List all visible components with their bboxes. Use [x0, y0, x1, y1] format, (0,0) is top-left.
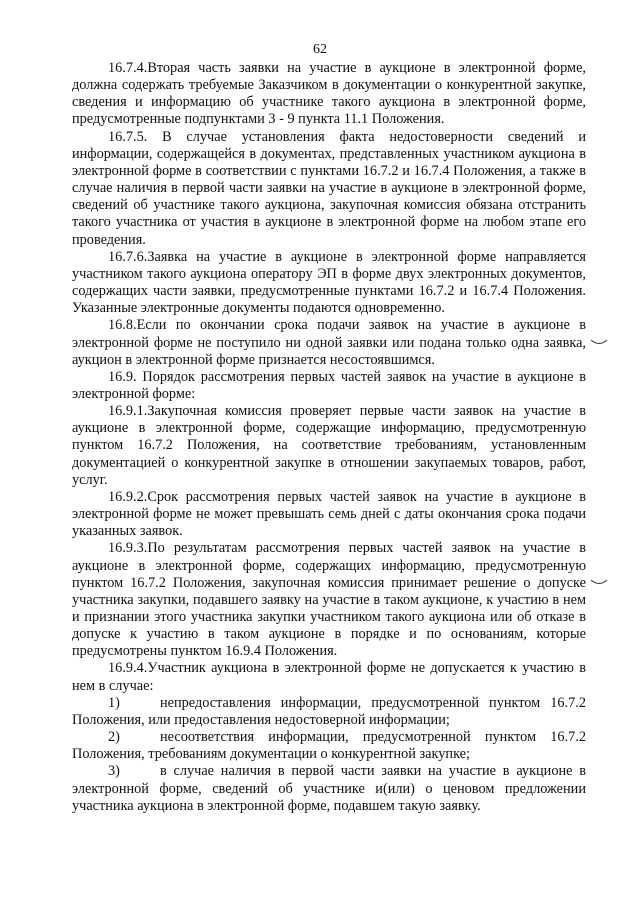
- paragraph-16-8: 16.8.Если по окончании срока подачи заявок на участие в аукционе в электронной форме не поступило ни одной заявки или подана только одна заявка, аукцион в электронной форме признается несостоявшимся.: [72, 317, 586, 368]
- paragraph-16-9-3: 16.9.3.По результатам рассмотрения первых частей заявок на участие в аукционе в электронной форме, содержащих информацию, предусмотренную пунктом 16.7.2 Положения, закупочная комиссия принимает решение о допуске участника закупки, подавшего заявку на участие в таком аукционе, к участию в нем и признании этого участника закупки участником такого аукциона или об отказе в допуске к участию в таком аукционе в порядке и по основаниям, которые предусмотрены пунктом 16.9.4 Положения.: [72, 540, 586, 660]
- margin-scan-mark: [590, 338, 608, 346]
- list-item-text: несоответствия информации, предусмотренной пунктом 16.7.2 Положения, требованиям документации о конкурентной закупке;: [72, 729, 586, 763]
- paragraph-16-7-4: 16.7.4.Вторая часть заявки на участие в аукционе в электронной форме, должна содержать требуемые Заказчиком в документации о конкурентной закупке, сведения и информацию об участнике такого аукциона в электронной форме, предусмотренные подпунктами 3 - 9 пункта 11.1 Положения.: [72, 60, 586, 128]
- paragraph-16-9-4: 16.9.4.Участник аукциона в электронной форме не допускается к участию в нем в случае:: [72, 660, 586, 694]
- paragraph-16-9-2: 16.9.2.Срок рассмотрения первых частей заявок на участие в аукционе в электронной форме не может превышать семь дней с даты окончания срока подачи указанных заявок.: [72, 488, 586, 540]
- list-item-number: 2): [108, 729, 120, 746]
- page-number: 62: [313, 42, 327, 57]
- list-item-text: в случае наличия в первой части заявки на участие в аукционе в электронной форме, сведений об участнике и(или) о ценовом предложении участника аукциона в электронной форме, подавшем такую заявку.: [72, 763, 586, 814]
- list-item: [72, 763, 586, 814]
- list-item-number: 1): [108, 694, 120, 711]
- margin-scan-mark: [590, 578, 608, 586]
- paragraph-16-7-5: 16.7.5. В случае установления факта недостоверности сведений и информации, содержащейся в документах, представленных участником аукциона в электронной форме в соответствии с пунктами 16.7.2 и 16.7.4 Положения, а также в случае наличия в первой части заявки на участие в аукционе в электронной форме, сведений об участнике такого аукциона, закупочная комиссия обязана отстранить такого участника от участия в аукционе в электронной форме на любом этапе его проведения.: [72, 128, 586, 248]
- list-item: [72, 695, 586, 729]
- paragraph-16-9: 16.9. Порядок рассмотрения первых частей заявок на участие в аукционе в электронной форме:: [72, 368, 586, 402]
- list-item-number: 3): [108, 763, 120, 780]
- document-body: [72, 60, 586, 815]
- paragraph-16-7-6: 16.7.6.Заявка на участие в аукционе в электронной форме направляется участником такого аукциона оператору ЭП в форме двух электронных документов, содержащих части заявки, предусмотренные пунктами 16.7.2 и 16.7.4 Положения. Указанные электронные документы подаются одновременно.: [72, 248, 586, 317]
- list-item: [72, 729, 586, 763]
- paragraph-16-9-1: 16.9.1.Закупочная комиссия проверяет первые части заявок на участие в аукционе в электронной форме, содержащие информацию, предусмотренную пунктом 16.7.2 Положения, на соответствие требованиям, установленным документацией о конкурентной закупке в отношении закупаемых товаров, работ, услуг.: [72, 403, 586, 488]
- list-item-text: непредоставления информации, предусмотренной пунктом 16.7.2 Положения, или предоставления недостоверной информации;: [72, 694, 586, 728]
